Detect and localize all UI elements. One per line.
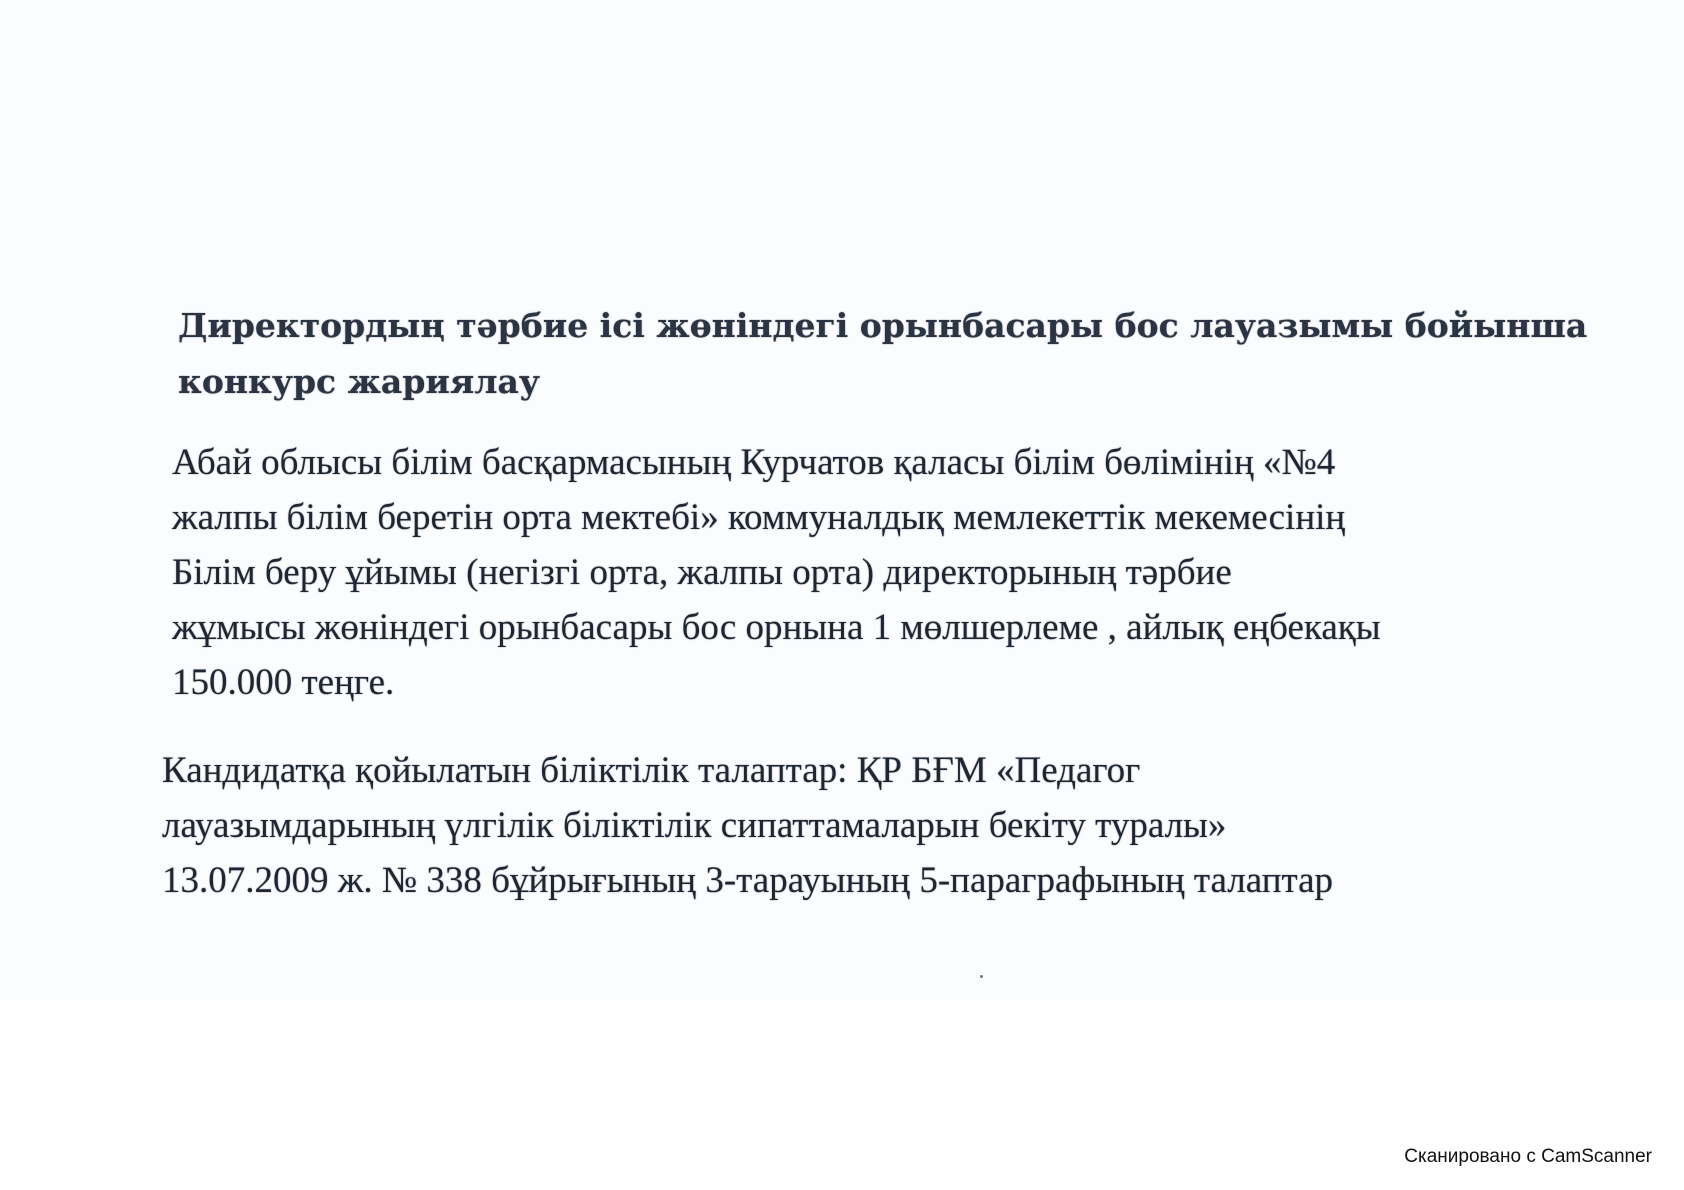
position-description-paragraph <box>172 435 1642 710</box>
title-line: Директордың тәрбие ісі жөніндегі орынбасары бос лауазымы бойынша <box>178 306 1588 345</box>
scan-speck <box>980 975 983 978</box>
text-line: 13.07.2009 ж. № 338 бұйрығының 3-тарауының 5-параграфының талаптар <box>162 860 1334 901</box>
text-line: Кандидатқа қойылатын біліктілік талаптар: ҚР БҒМ «Педагог <box>162 750 1141 791</box>
qualification-requirements-paragraph <box>162 743 1642 908</box>
text-line: лауазымдарының үлгілік біліктілік сипаттамаларын бекіту туралы» <box>162 805 1227 846</box>
text-line: 150.000 теңге. <box>172 662 395 703</box>
camscanner-watermark: Сканировано с CamScanner <box>1404 1146 1652 1167</box>
text-line: жалпы білім беретін орта мектебі» коммуналдық мемлекеттік мекемесінің <box>172 497 1346 538</box>
text-line: Білім беру ұйымы (негізгі орта, жалпы орта) директорының тәрбие <box>172 552 1232 593</box>
text-line: Абай облысы білім басқармасының Курчатов қаласы білім бөлімінің «№4 <box>172 442 1336 483</box>
announcement-title <box>178 298 1598 410</box>
text-line: жұмысы жөніндегі орынбасары бос орнына 1 мөлшерлеме , айлық еңбекақы <box>172 607 1381 648</box>
title-line: конкурс жариялау <box>178 362 541 401</box>
